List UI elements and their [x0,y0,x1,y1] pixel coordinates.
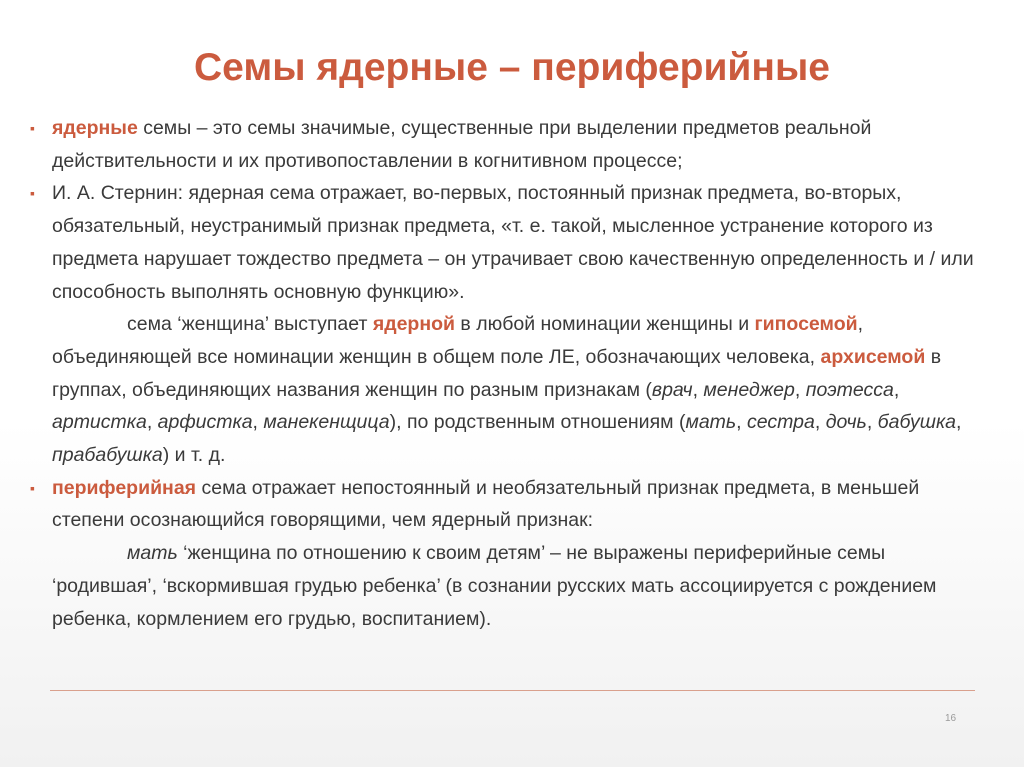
example-word: арфистка [157,411,253,434]
example-word: прабабушка [52,444,163,467]
paragraph-text: , [956,411,962,434]
bullet-icon: ▪ [30,479,35,496]
slide-body [30,112,980,635]
example-word: мать [685,411,737,434]
paragraph-text: в любой номинации женщины и [455,313,755,336]
highlight-term: гипосемой [754,313,858,336]
bullet-text: И. А. Стернин: ядерная сема отражает, во-первых, постоянный признак предмета, во-вторых, обязательный, неустранимый признак предмета, «т. е. такой, мысленное устранение которого из предмета нарушает тождество предмета – он утрачивает свою качественную определенность и / или способность выполнять основную функцию». [52,182,974,303]
example-word: дочь [825,411,867,434]
footer-divider [50,690,975,691]
bullet-icon: ▪ [30,185,35,202]
example-word: врач [651,378,693,401]
paragraph-text: в группах, объединяющих названия женщин по разным признакам ( [52,345,942,401]
bullet-item-sternin-quote [30,177,980,308]
page-number: 16 [945,713,957,724]
paragraph-text: , [893,378,900,401]
slide-title: Семы ядерные – периферийные [194,46,830,89]
paragraph-text: , [794,378,806,401]
bullet-text: сема отражает непостоянный и необязательный признак предмета, в меньшей степени осознающийся говорящими, чем ядерный признак: [52,476,920,532]
bullet-icon: ▪ [30,120,35,136]
example-word: мать [127,542,178,565]
paragraph-text: , [814,411,826,434]
example-word: артистка [52,411,147,434]
paragraph-text: ), по родственным отношениям ( [389,411,686,434]
paragraph-text: сема ‘женщина’ выступает [127,313,373,336]
paragraph-text: , [692,378,704,401]
example-word: менеджер [703,378,795,401]
example-word: манекенщица [263,411,390,434]
example-paragraph-mother [30,537,980,635]
example-paragraph-woman [30,308,980,472]
paragraph-text: , объединяющей все номинации женщин в общем поле ЛЕ, обозначающих человека, [52,313,864,368]
example-word: сестра [747,411,815,434]
paragraph-text: , [252,411,264,434]
paragraph-text: , [866,411,878,434]
bullet-item-nuclear-definition [30,112,980,177]
bullet-text: семы – это семы значимые, существенные при выделении предметов реальной действительности и их противопоставлении в когнитивном процессе; [52,117,872,172]
paragraph-text: ) и т. д. [162,444,226,467]
paragraph-text: ‘женщина по отношению к своим детям’ – не выражены периферийные семы ‘родившая’, ‘вскормившая грудью ребенка’ (в сознании русских мать ассоциируется с рождением ребенка, кормлением его грудью, воспитанием). [52,542,937,630]
bullet-item-peripheral [30,472,980,537]
example-word: бабушка [877,411,956,434]
highlight-term: архисемой [820,345,926,368]
highlight-term: ядерные [52,117,138,139]
paragraph-text: , [146,411,158,434]
paragraph-text: , [736,411,748,434]
example-word: поэтесса [805,378,894,401]
highlight-term: ядерной [372,313,456,336]
highlight-term: периферийная [52,476,197,499]
